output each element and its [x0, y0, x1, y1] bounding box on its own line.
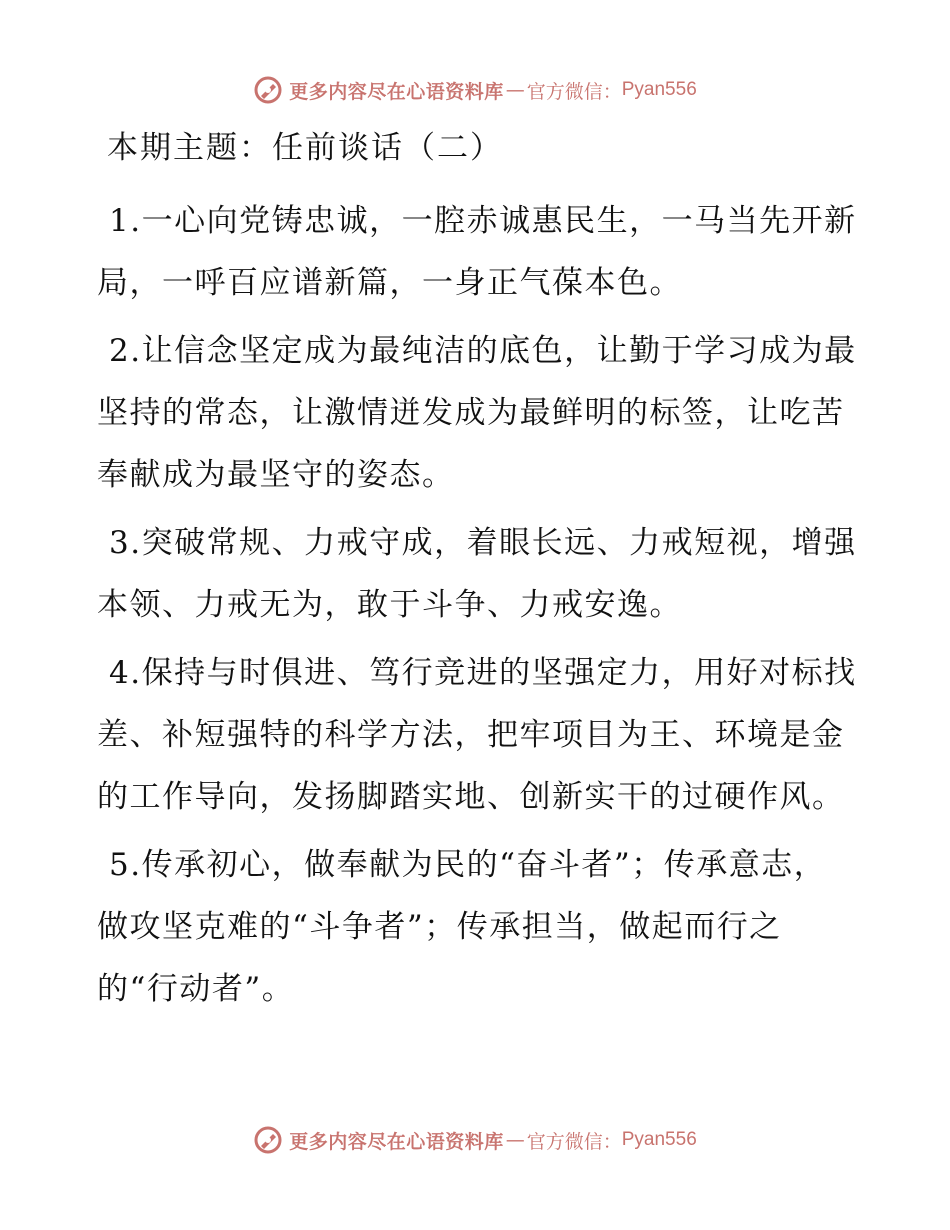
paragraph-1: 1.一心向党铸忠诚，一腔赤诚惠民生，一马当先开新局，一呼百应谱新篇，一身正气葆本色。 [97, 203, 857, 301]
paragraph-3: 3.突破常规、力戒守成，着眼长远、力戒短视，增强本领、力戒无为，敢于斗争、力戒安逸。 [97, 525, 857, 623]
document-body [97, 120, 857, 1026]
paragraph-2: 2.让信念坚定成为最纯洁的底色，让勤于学习成为最坚持的常态，让激情迸发成为最鲜明的标签，让吃苦奉献成为最坚守的姿态。 [97, 333, 857, 493]
watermark-text: 更多内容尽在心语资料库 [289, 80, 504, 103]
watermark-wechat-id: Pyan556 [621, 79, 697, 100]
footer-watermark [0, 1120, 950, 1160]
watermark-label: 官方微信： [526, 80, 622, 103]
watermark-separator: — [505, 79, 525, 101]
paragraph-4: 4.保持与时俱进、笃行竞进的坚强定力，用好对标找差、补短强特的科学方法，把牢项目为王、环境是金的工作导向，发扬脚踏实地、创新实干的过硬作风。 [97, 655, 857, 815]
watermark-text: 更多内容尽在心语资料库 [289, 1130, 504, 1153]
page-title: 本期主题：任前谈话（二） [107, 130, 503, 166]
logo-icon [253, 1125, 283, 1155]
watermark-separator: — [505, 1129, 525, 1151]
watermark-label: 官方微信： [526, 1130, 622, 1153]
logo-icon [253, 75, 283, 105]
paragraph-5: 5.传承初心，做奉献为民的“奋斗者”；传承意志，做攻坚克难的“斗争者”；传承担当，做起而行之的“行动者”。 [97, 847, 827, 1007]
header-watermark [0, 70, 950, 110]
watermark-wechat-id: Pyan556 [621, 1129, 697, 1150]
